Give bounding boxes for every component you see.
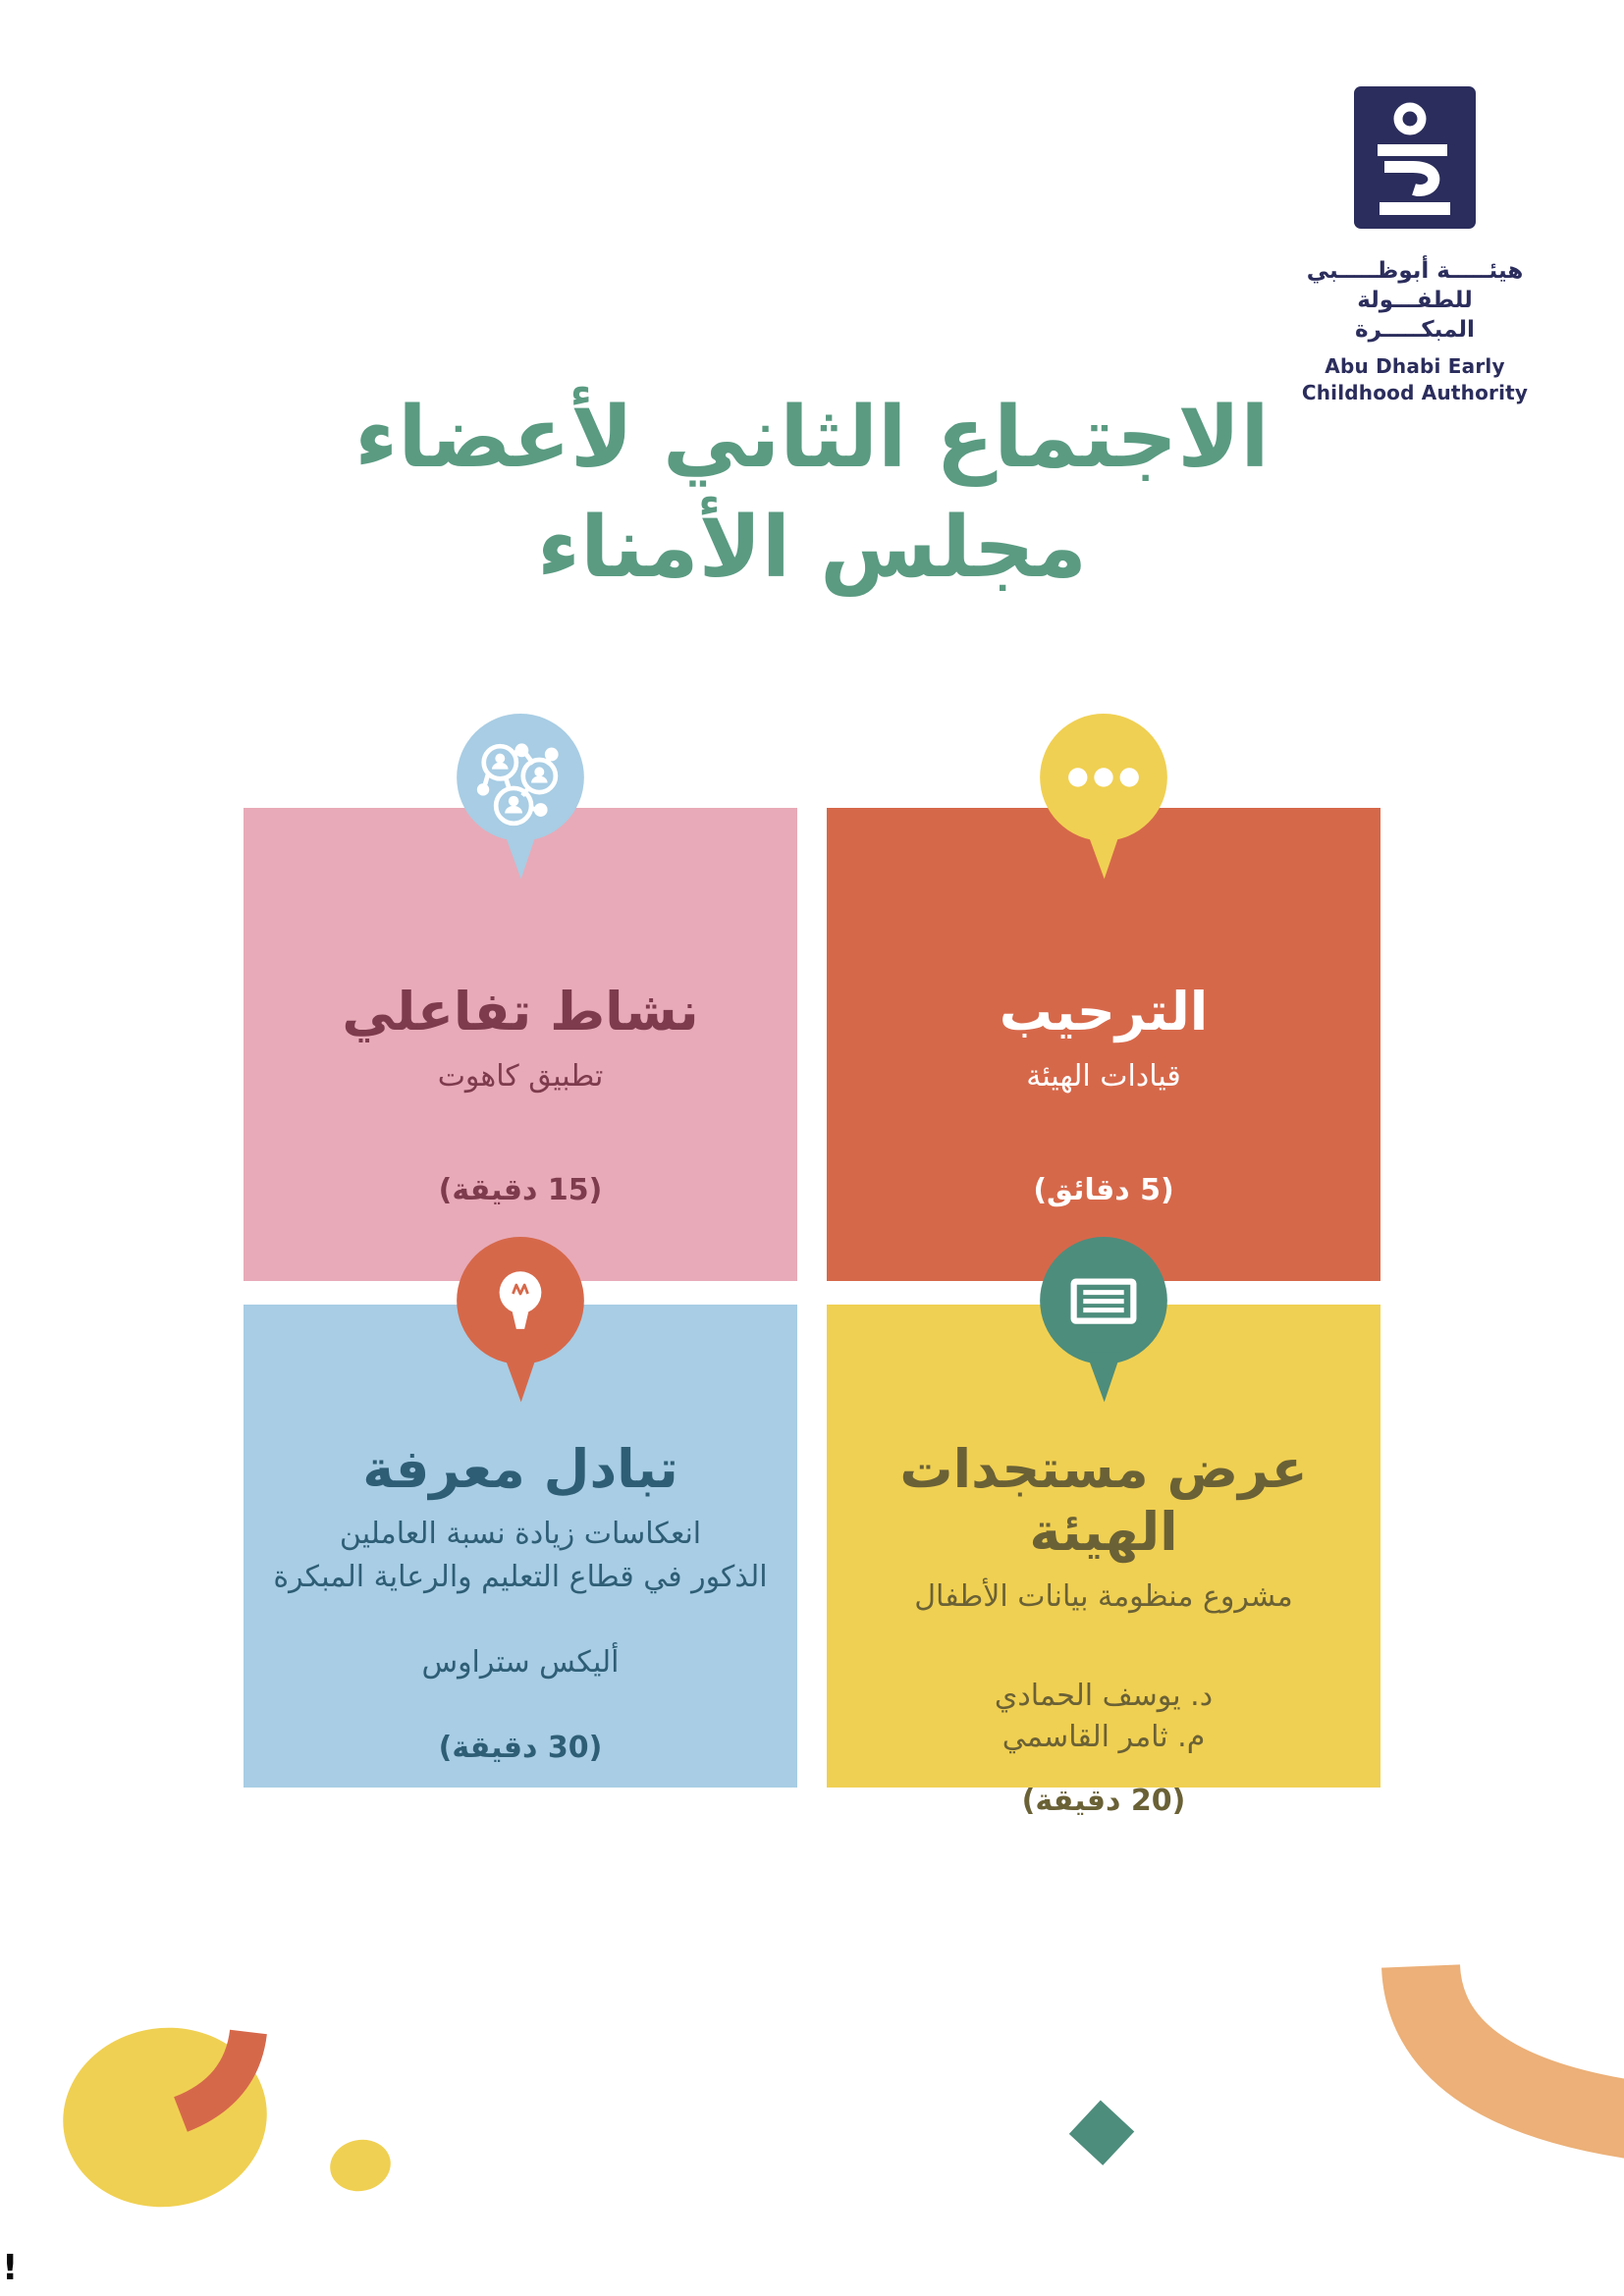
- card-duration-authority-updates: (20 دقيقة): [1021, 1784, 1186, 1818]
- green-diamond-shape: [1069, 2100, 1134, 2164]
- card-subtitle-line2-knowledge-exchange: الذكور في قطاع التعليم والرعاية المبكرة: [273, 1560, 768, 1594]
- card-title-interactive-activity: نشاط تفاعلي: [342, 981, 699, 1042]
- agenda-card-interactive-activity: [244, 808, 797, 1281]
- card-duration-interactive-activity: (15 دقيقة): [438, 1173, 603, 1207]
- card-subtitle-welcome: قيادات الهيئة: [1026, 1059, 1181, 1094]
- card-duration-welcome: (5 دقائق): [1033, 1173, 1174, 1207]
- page-title: [0, 383, 1624, 603]
- speech-dots-icon: [1068, 768, 1139, 786]
- card-title-authority-updates: عرض مستجدات الهيئة: [899, 1438, 1308, 1563]
- page-title-line2: مجلس الأمناء: [537, 499, 1087, 597]
- card-duration-knowledge-exchange: (30 دقيقة): [438, 1731, 603, 1765]
- yellow-blob-shape: [51, 2014, 278, 2219]
- card-presenter2-authority-updates: م. ثامر القاسمي: [1001, 1720, 1206, 1754]
- card-presenter1-authority-updates: د. يوسف الحمادي: [994, 1679, 1214, 1713]
- card-presenter1-knowledge-exchange: أليكس ستراوس: [421, 1645, 620, 1680]
- logo-english-name-line2: Childhood Authority: [1301, 381, 1529, 404]
- eca-logo: [1296, 86, 1534, 406]
- eca-logo-mark-icon: [1354, 86, 1476, 229]
- speech-bubble-blue: [453, 714, 588, 884]
- red-swoosh-shape: [181, 2032, 248, 2114]
- card-title-knowledge-exchange: تبادل معرفة: [362, 1438, 678, 1500]
- card-subtitle-interactive-activity: تطبيق كاهوت: [437, 1059, 604, 1094]
- speech-bubble-teal: [1036, 1237, 1171, 1408]
- logo-arabic-name-line1: هيئـــــة أبوظـــــبي: [1306, 258, 1524, 284]
- page-title-line1: الاجتماع الثاني لأعضاء: [354, 389, 1270, 487]
- speech-bubble-red: [453, 1237, 588, 1408]
- corner-exclamation-mark: !: [2, 2248, 19, 2288]
- logo-arabic-name-line2: للطفـــولة المبكـــــرة: [1355, 288, 1475, 343]
- card-subtitle-authority-updates: مشروع منظومة بيانات الأطفال: [914, 1579, 1293, 1614]
- agenda-card-knowledge-exchange: [244, 1305, 797, 1788]
- speech-bubble-yellow: [1036, 714, 1171, 884]
- logo-english-name-line1: Abu Dhabi Early: [1325, 354, 1505, 378]
- agenda-card-authority-updates: [827, 1305, 1380, 1818]
- agenda-card-welcome: [827, 808, 1380, 1281]
- tan-swoosh-shape: [1421, 1966, 1624, 2120]
- small-yellow-dot-shape: [325, 2134, 395, 2197]
- card-title-welcome: الترحيب: [999, 981, 1209, 1042]
- card-subtitle-line1-knowledge-exchange: انعكاسات زيادة نسبة العاملين: [339, 1517, 702, 1551]
